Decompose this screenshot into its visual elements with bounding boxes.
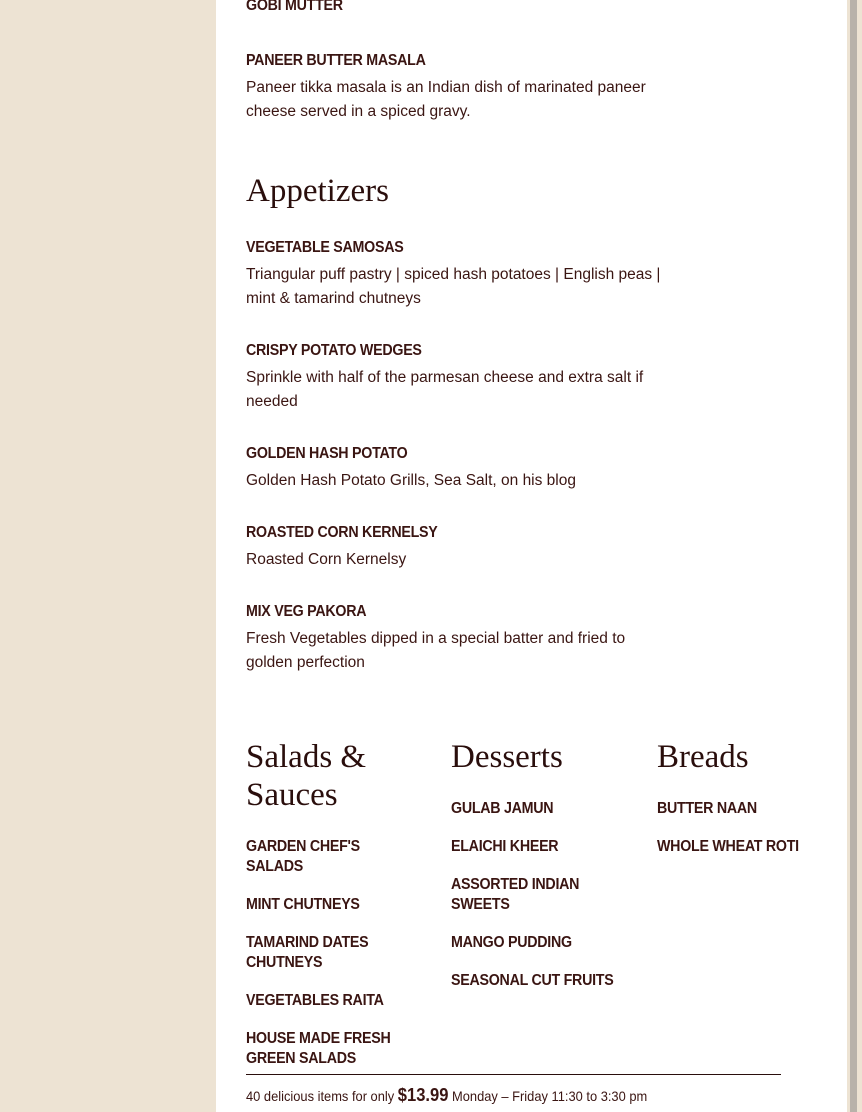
- list-item: GULAB JAMUN: [451, 800, 554, 817]
- list-item: MANGO PUDDING: [451, 934, 572, 951]
- menu-item-name: CRISPY POTATO WEDGES: [246, 342, 422, 359]
- menu-item-name: GOLDEN HASH POTATO: [246, 445, 408, 462]
- menu-item-name: ROASTED CORN KERNELSY: [246, 524, 438, 541]
- list-item: TAMARIND DATES CHUTNEYS: [246, 934, 369, 971]
- desserts-list: [451, 799, 631, 1009]
- menu-item-description: Fresh Vegetables dipped in a special batter and fried to golden perfection: [246, 630, 626, 671]
- menu-item-description: Triangular puff pastry | spiced hash potatoes | English peas | mint & tamarind chutneys: [246, 266, 661, 307]
- list-item: HOUSE MADE FRESH GREEN SALADS: [246, 1030, 391, 1067]
- menu-item-name: MIX VEG PAKORA: [246, 603, 367, 620]
- menu-item-name: PANEER BUTTER MASALA: [246, 52, 426, 69]
- list-item: BUTTER NAAN: [657, 800, 757, 817]
- scrollbar[interactable]: [847, 0, 862, 1112]
- desserts-title: Desserts: [451, 739, 563, 775]
- breads-list: [657, 799, 837, 875]
- list-item: VEGETABLES RAITA: [246, 992, 384, 1009]
- promo-price: $13.99: [397, 1085, 449, 1105]
- list-item: ASSORTED INDIAN SWEETS: [451, 876, 580, 913]
- list-item: ELAICHI KHEER: [451, 838, 559, 855]
- appetizers-title: Appetizers: [246, 173, 389, 209]
- menu-item-name: GOBI MUTTER: [246, 0, 343, 14]
- salads-list: [246, 837, 426, 1087]
- menu-item-description: Paneer tikka masala is an Indian dish of marinated paneer cheese served in a spiced gravy.: [246, 79, 646, 120]
- salads-sauces-title: Salads & Sauces: [246, 739, 367, 813]
- list-item: MINT CHUTNEYS: [246, 896, 360, 913]
- divider: [246, 1074, 781, 1075]
- menu-item-description: Sprinkle with half of the parmesan cheese and extra salt if needed: [246, 369, 644, 410]
- promo-text: [246, 1083, 647, 1108]
- list-item: SEASONAL CUT FRUITS: [451, 972, 614, 989]
- menu-item-name: VEGETABLE SAMOSAS: [246, 239, 404, 256]
- menu-item-description: Golden Hash Potato Grills, Sea Salt, on his blog: [246, 472, 576, 489]
- scrollbar-thumb[interactable]: [850, 0, 857, 1112]
- promo-prefix: 40 delicious items for only: [246, 1088, 395, 1104]
- breads-title: Breads: [657, 739, 749, 775]
- promo-hours: Monday – Friday 11:30 to 3:30 pm: [452, 1088, 648, 1104]
- list-item: WHOLE WHEAT ROTI: [657, 838, 799, 855]
- menu-item-description: Roasted Corn Kernelsy: [246, 551, 407, 568]
- list-item: GARDEN CHEF'S SALADS: [246, 838, 360, 875]
